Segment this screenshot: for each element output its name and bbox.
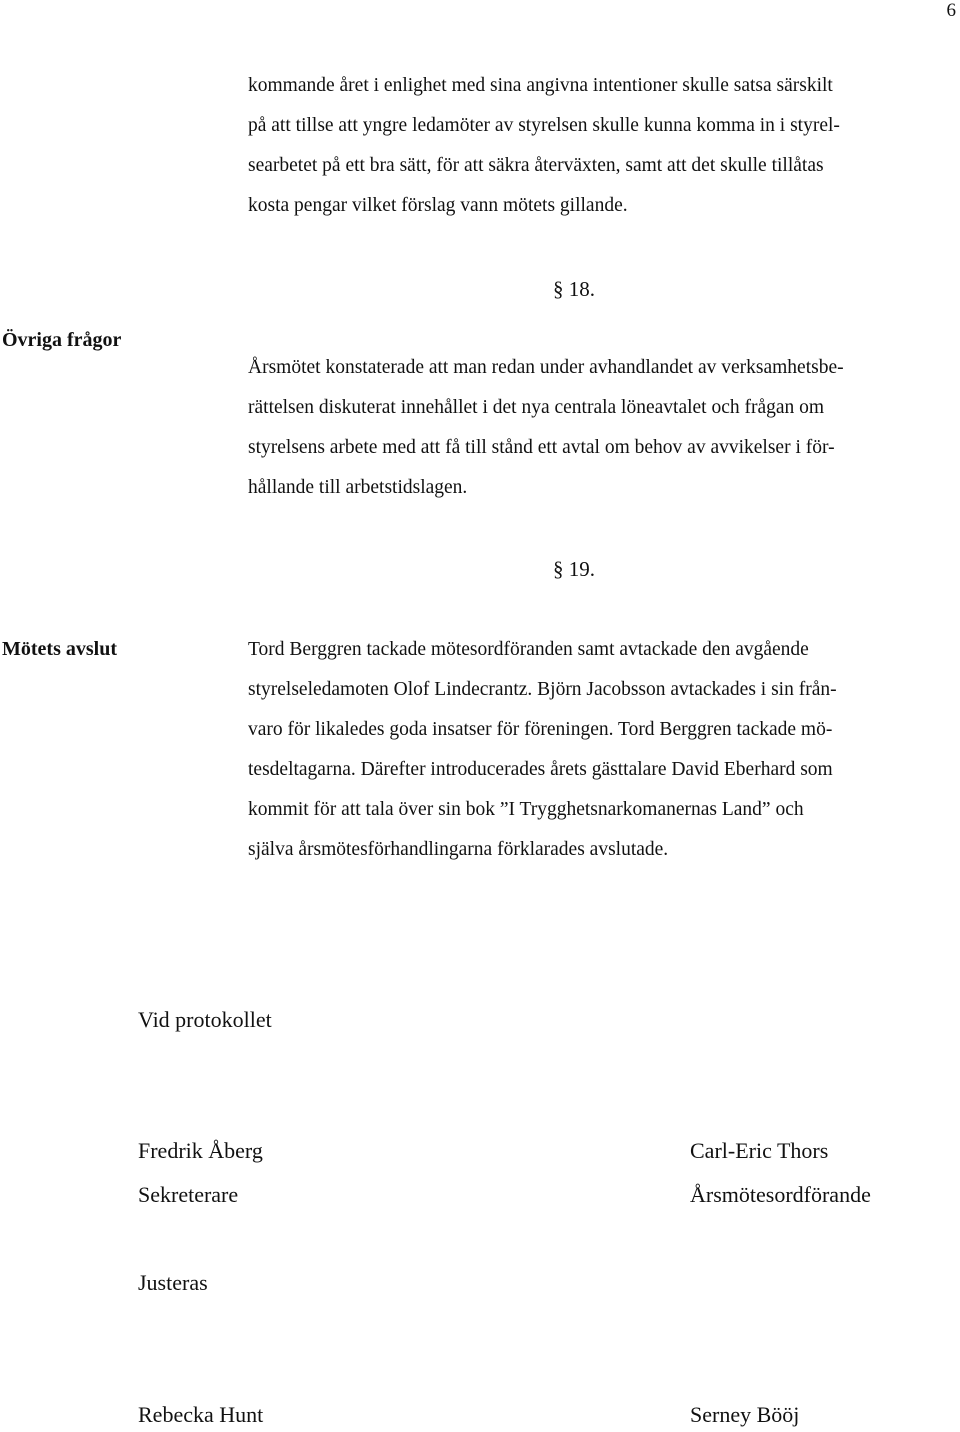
intro-line: på att tillse att yngre ledamöter av styrelsen skulle kunna komma in i styrel- [248,115,840,136]
vid-protokollet: Vid protokollet [138,1007,272,1032]
section-number-18: § 18. [553,277,595,301]
section-19-line: Tord Berggren tackade mötesordföranden samt avtackade den avgående [248,639,809,660]
justeras: Justeras [138,1270,208,1295]
section-19-line: kommit för att tala över sin bok ”I Trygghetsnarkomanernas Land” och [248,799,804,820]
secretary-name: Fredrik Åberg [138,1138,263,1163]
intro-line: kommande året i enlighet med sina angivna intentioner skulle satsa särskilt [248,75,833,96]
chair-name: Carl-Eric Thors [690,1138,829,1163]
page-number: 6 [946,0,956,21]
adjuster-1-name: Rebecka Hunt [138,1402,264,1427]
section-heading-motets-avslut: Mötets avslut [2,638,117,660]
section-18-line: hållande till arbetstidslagen. [248,477,468,498]
section-19-line: själva årsmötesförhandlingarna förklarades avslutade. [248,839,669,860]
section-18-line: Årsmötet konstaterade att man redan under avhandlandet av verksamhetsbe- [248,357,844,378]
section-18-line: styrelsens arbete med att få till stånd ett avtal om behov av avvikelser i för- [248,437,835,458]
section-19-line: tesdeltagarna. Därefter introducerades årets gästtalare David Eberhard som [248,759,833,780]
section-number-19: § 19. [553,557,595,581]
secretary-role: Sekreterare [138,1182,239,1207]
intro-line: kosta pengar vilket förslag vann mötets gillande. [248,195,628,216]
section-heading-ovriga-fragor: Övriga frågor [2,329,122,351]
chair-role: Årsmötesordförande [690,1182,871,1207]
section-19-line: styrelseledamoten Olof Lindecrantz. Björn Jacobsson avtackades i sin från- [248,679,837,700]
adjuster-2-name: Serney Bööj [690,1402,800,1427]
intro-line: searbetet på ett bra sätt, för att säkra återväxten, samt att det skulle tillåtas [248,155,824,176]
section-19-line: varo för likaledes goda insatser för föreningen. Tord Berggren tackade mö- [248,719,833,740]
section-18-line: rättelsen diskuterat innehållet i det nya centrala löneavtalet och frågan om [248,397,825,418]
